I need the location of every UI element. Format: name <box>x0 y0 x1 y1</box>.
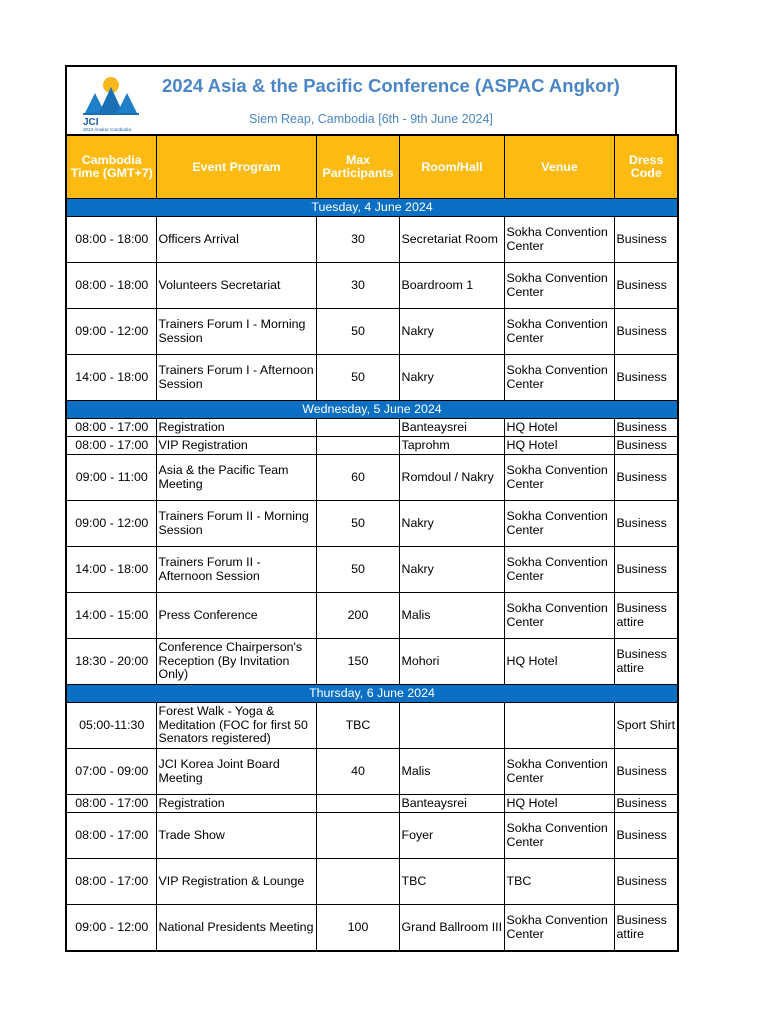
table-row <box>66 355 678 401</box>
venue-cell: Sokha Convention Center <box>504 749 614 795</box>
logo-text: JCI <box>83 117 99 128</box>
dress-code-cell: Business <box>614 355 678 401</box>
venue-cell: Sokha Convention Center <box>504 263 614 309</box>
table-row <box>66 437 678 455</box>
max-participants-cell: TBC <box>316 703 399 749</box>
room-cell: Romdoul / Nakry <box>399 455 504 501</box>
room-cell: Nakry <box>399 355 504 401</box>
max-participants-cell: 50 <box>316 355 399 401</box>
venue-cell: Sokha Convention Center <box>504 501 614 547</box>
column-header: Event Program <box>156 135 316 199</box>
max-participants-cell: 50 <box>316 309 399 355</box>
room-cell <box>399 703 504 749</box>
max-participants-cell: 40 <box>316 749 399 795</box>
schedule-body <box>66 199 678 952</box>
table-row <box>66 309 678 355</box>
table-row <box>66 859 678 905</box>
room-cell: Foyer <box>399 813 504 859</box>
time-cell: 09:00 - 12:00 <box>66 905 156 952</box>
title-box <box>65 65 677 134</box>
time-cell: 08:00 - 17:00 <box>66 859 156 905</box>
column-header: Venue <box>504 135 614 199</box>
max-participants-cell <box>316 859 399 905</box>
time-cell: 09:00 - 12:00 <box>66 501 156 547</box>
venue-cell: Sokha Convention Center <box>504 547 614 593</box>
time-cell: 08:00 - 18:00 <box>66 263 156 309</box>
day-label: Thursday, 6 June 2024 <box>66 685 678 703</box>
table-row <box>66 455 678 501</box>
max-participants-cell: 50 <box>316 501 399 547</box>
venue-cell: TBC <box>504 859 614 905</box>
table-row <box>66 905 678 952</box>
room-cell: TBC <box>399 859 504 905</box>
event-cell: JCI Korea Joint Board Meeting <box>156 749 316 795</box>
event-cell: Trainers Forum II - Morning Session <box>156 501 316 547</box>
event-cell: Trainers Forum I - Afternoon Session <box>156 355 316 401</box>
venue-cell: HQ Hotel <box>504 639 614 685</box>
room-cell: Malis <box>399 593 504 639</box>
table-row <box>66 263 678 309</box>
event-cell: Trade Show <box>156 813 316 859</box>
room-cell: Nakry <box>399 547 504 593</box>
time-cell: 14:00 - 18:00 <box>66 547 156 593</box>
max-participants-cell: 100 <box>316 905 399 952</box>
room-cell: Secretariat Room <box>399 217 504 263</box>
max-participants-cell: 30 <box>316 217 399 263</box>
table-row <box>66 593 678 639</box>
dress-code-cell: Business <box>614 749 678 795</box>
max-participants-cell <box>316 795 399 813</box>
time-cell: 09:00 - 11:00 <box>66 455 156 501</box>
column-header: Dress Code <box>614 135 678 199</box>
dress-code-cell: Business attire <box>614 593 678 639</box>
dress-code-cell: Business <box>614 547 678 593</box>
dress-code-cell: Business <box>614 813 678 859</box>
max-participants-cell: 50 <box>316 547 399 593</box>
dress-code-cell: Business <box>614 419 678 437</box>
venue-cell: Sokha Convention Center <box>504 455 614 501</box>
room-cell: Mohori <box>399 639 504 685</box>
table-row <box>66 419 678 437</box>
time-cell: 18:30 - 20:00 <box>66 639 156 685</box>
room-cell: Taprohm <box>399 437 504 455</box>
event-cell: Registration <box>156 419 316 437</box>
event-cell: Officers Arrival <box>156 217 316 263</box>
venue-cell: Sokha Convention Center <box>504 905 614 952</box>
room-cell: Nakry <box>399 309 504 355</box>
table-row <box>66 217 678 263</box>
header-row <box>66 135 678 199</box>
table-row <box>66 795 678 813</box>
day-header-row <box>66 401 678 419</box>
time-cell: 08:00 - 17:00 <box>66 437 156 455</box>
room-cell: Banteaysrei <box>399 795 504 813</box>
room-cell: Banteaysrei <box>399 419 504 437</box>
dress-code-cell: Sport Shirt <box>614 703 678 749</box>
time-cell: 08:00 - 17:00 <box>66 795 156 813</box>
time-cell: 14:00 - 15:00 <box>66 593 156 639</box>
time-cell: 07:00 - 09:00 <box>66 749 156 795</box>
venue-cell: Sokha Convention Center <box>504 813 614 859</box>
venue-cell: HQ Hotel <box>504 419 614 437</box>
dress-code-cell: Business <box>614 437 678 455</box>
event-cell: Press Conference <box>156 593 316 639</box>
max-participants-cell: 30 <box>316 263 399 309</box>
room-cell: Boardroom 1 <box>399 263 504 309</box>
time-cell: 08:00 - 18:00 <box>66 217 156 263</box>
dress-code-cell: Business attire <box>614 905 678 952</box>
event-cell: VIP Registration <box>156 437 316 455</box>
venue-cell: Sokha Convention Center <box>504 355 614 401</box>
time-cell: 08:00 - 17:00 <box>66 813 156 859</box>
table-row <box>66 639 678 685</box>
day-header-row <box>66 685 678 703</box>
table-row <box>66 501 678 547</box>
table-row <box>66 703 678 749</box>
logo-caption: 2024 Angkor Cambodia <box>83 127 132 131</box>
jci-aspac-logo-icon <box>79 75 143 131</box>
page-subtitle: Siem Reap, Cambodia [6th - 9th June 2024] <box>249 112 493 126</box>
time-cell: 05:00-11:30 <box>66 703 156 749</box>
venue-cell: Sokha Convention Center <box>504 217 614 263</box>
dress-code-cell: Business <box>614 263 678 309</box>
room-cell: Nakry <box>399 501 504 547</box>
time-cell: 09:00 - 12:00 <box>66 309 156 355</box>
dress-code-cell: Business <box>614 455 678 501</box>
room-cell: Grand Ballroom III <box>399 905 504 952</box>
day-label: Wednesday, 5 June 2024 <box>66 401 678 419</box>
max-participants-cell: 150 <box>316 639 399 685</box>
dress-code-cell: Business <box>614 859 678 905</box>
event-cell: National Presidents Meeting <box>156 905 316 952</box>
page-title: 2024 Asia & the Pacific Conference (ASPAC Angkor) <box>162 75 620 96</box>
max-participants-cell <box>316 813 399 859</box>
venue-cell: Sokha Convention Center <box>504 309 614 355</box>
time-cell: 14:00 - 18:00 <box>66 355 156 401</box>
time-cell: 08:00 - 17:00 <box>66 419 156 437</box>
max-participants-cell: 60 <box>316 455 399 501</box>
dress-code-cell: Business <box>614 795 678 813</box>
venue-cell: HQ Hotel <box>504 437 614 455</box>
column-header: Cambodia Time (GMT+7) <box>66 135 156 199</box>
day-header-row <box>66 199 678 217</box>
event-cell: Trainers Forum I - Morning Session <box>156 309 316 355</box>
max-participants-cell <box>316 419 399 437</box>
table-row <box>66 813 678 859</box>
day-label: Tuesday, 4 June 2024 <box>66 199 678 217</box>
column-header: Max Participants <box>316 135 399 199</box>
table-row <box>66 749 678 795</box>
venue-cell: Sokha Convention Center <box>504 593 614 639</box>
schedule-sheet <box>65 65 677 952</box>
max-participants-cell <box>316 437 399 455</box>
event-cell: Registration <box>156 795 316 813</box>
venue-cell <box>504 703 614 749</box>
event-cell: Asia & the Pacific Team Meeting <box>156 455 316 501</box>
schedule-table <box>65 134 679 952</box>
venue-cell: HQ Hotel <box>504 795 614 813</box>
event-cell: VIP Registration & Lounge <box>156 859 316 905</box>
dress-code-cell: Business <box>614 309 678 355</box>
event-cell: Forest Walk - Yoga & Meditation (FOC for first 50 Senators registered) <box>156 703 316 749</box>
event-cell: Volunteers Secretariat <box>156 263 316 309</box>
dress-code-cell: Business <box>614 217 678 263</box>
dress-code-cell: Business <box>614 501 678 547</box>
table-row <box>66 547 678 593</box>
room-cell: Malis <box>399 749 504 795</box>
event-cell: Trainers Forum II - Afternoon Session <box>156 547 316 593</box>
event-cell: Conference Chairperson's Reception (By Invitation Only) <box>156 639 316 685</box>
dress-code-cell: Business attire <box>614 639 678 685</box>
column-header: Room/Hall <box>399 135 504 199</box>
max-participants-cell: 200 <box>316 593 399 639</box>
